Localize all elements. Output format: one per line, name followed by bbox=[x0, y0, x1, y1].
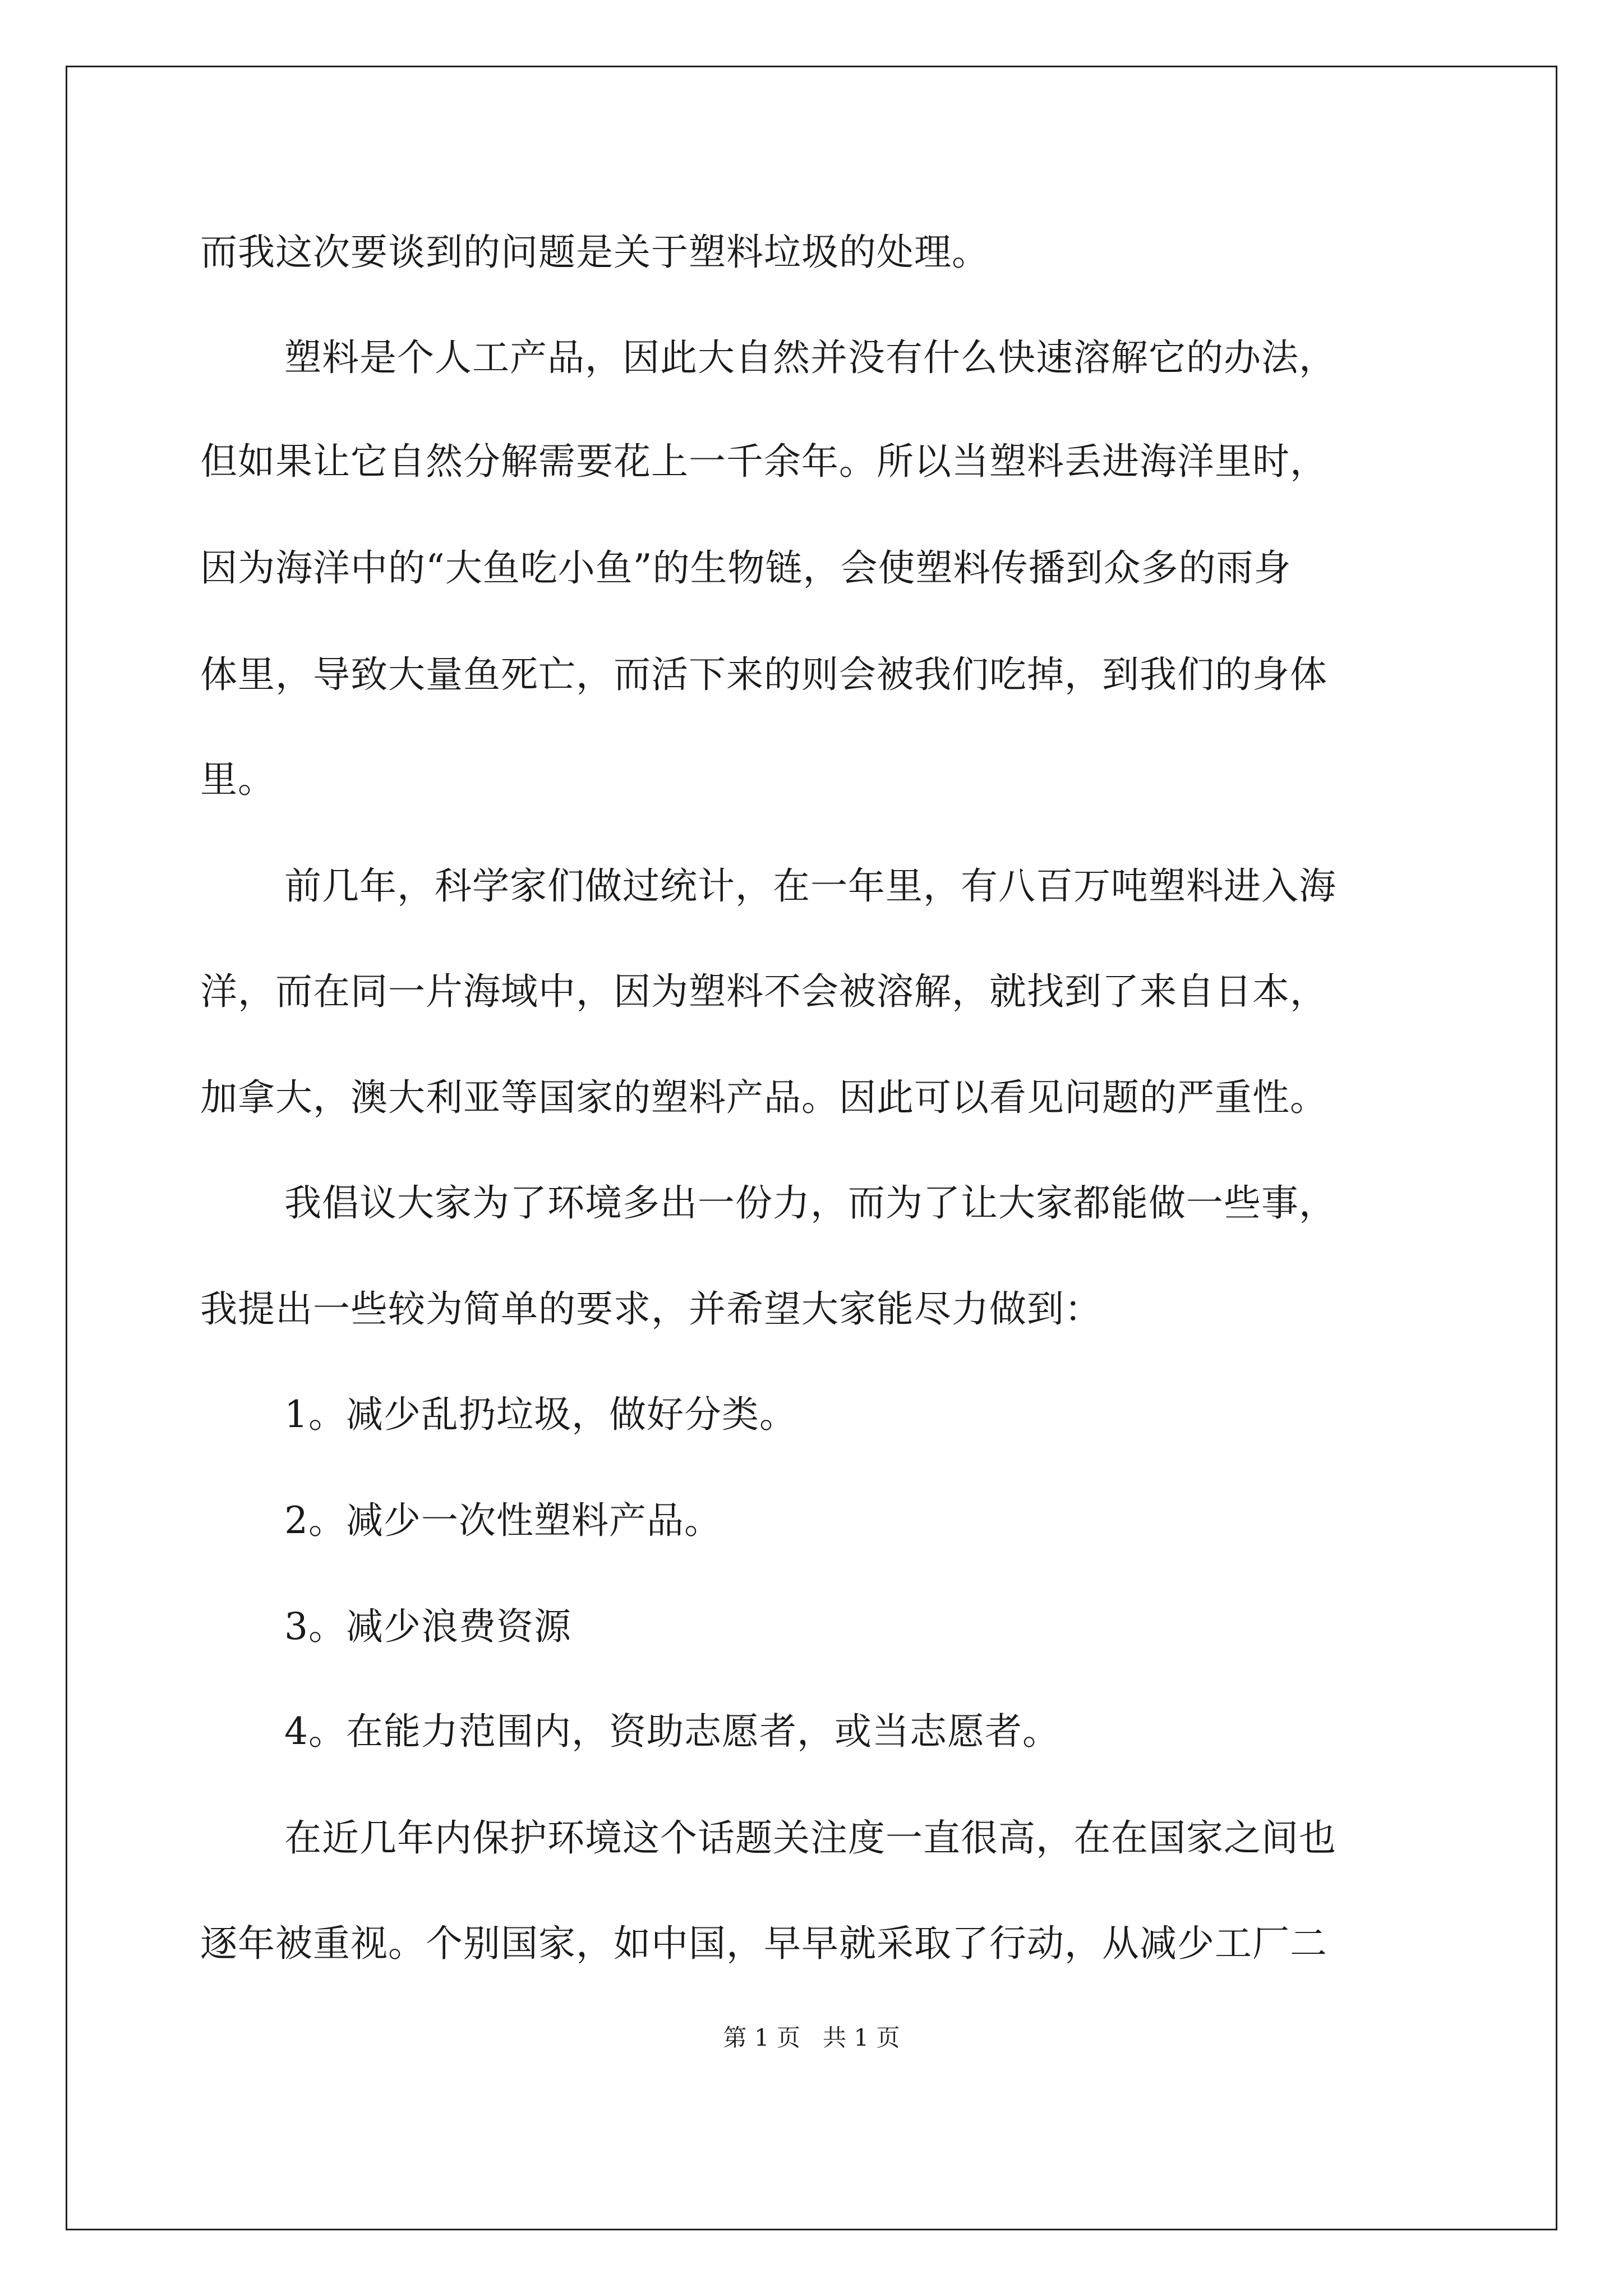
list-item: 2。减少一次性塑料产品。 bbox=[284, 1499, 722, 1542]
paragraph-line: 加拿大，澳大利亚等国家的塑料产品。因此可以看见问题的严重性。 bbox=[200, 1076, 1327, 1119]
page-number: 第 1 页 共 1 页 bbox=[723, 2024, 900, 2051]
paragraph-line: 塑料是个人工产品，因此大自然并没有什么快速溶解它的办法， bbox=[284, 336, 1336, 379]
paragraph-line: 而我这次要谈到的问题是关于塑料垃圾的处理。 bbox=[200, 231, 989, 274]
page-border bbox=[66, 66, 1557, 2230]
paragraph-line: 洋，而在同一片海域中，因为塑料不会被溶解，就找到了来自日本， bbox=[200, 970, 1327, 1013]
list-item: 1。减少乱扔垃圾，做好分类。 bbox=[284, 1393, 797, 1436]
paragraph-line: 体里，导致大量鱼死亡，而活下来的则会被我们吃掉，到我们的身体 bbox=[200, 653, 1327, 696]
list-item: 4。在能力范围内，资助志愿者，或当志愿者。 bbox=[284, 1710, 1060, 1753]
paragraph-line: 但如果让它自然分解需要花上一千余年。所以当塑料丢进海洋里时， bbox=[200, 440, 1327, 483]
paragraph-line: 我倡议大家为了环境多出一份力，而为了让大家都能做一些事， bbox=[284, 1181, 1336, 1225]
paragraph-line: 逐年被重视。个别国家，如中国，早早就采取了行动，从减少工厂二 bbox=[200, 1922, 1327, 1965]
list-item: 3。减少浪费资源 bbox=[284, 1605, 571, 1648]
paragraph-line: 在近几年内保护环境这个话题关注度一直很高，在在国家之间也 bbox=[284, 1816, 1336, 1860]
paragraph-line: 前几年，科学家们做过统计，在一年里，有八百万吨塑料进入海 bbox=[284, 864, 1336, 908]
paragraph-line: 我提出一些较为简单的要求，并希望大家能尽力做到： bbox=[200, 1287, 1102, 1331]
paragraph-line: 因为海洋中的“大鱼吃小鱼”的生物链，会使塑料传播到众多的雨身 bbox=[200, 546, 1292, 590]
paragraph-line: 里。 bbox=[200, 758, 275, 801]
